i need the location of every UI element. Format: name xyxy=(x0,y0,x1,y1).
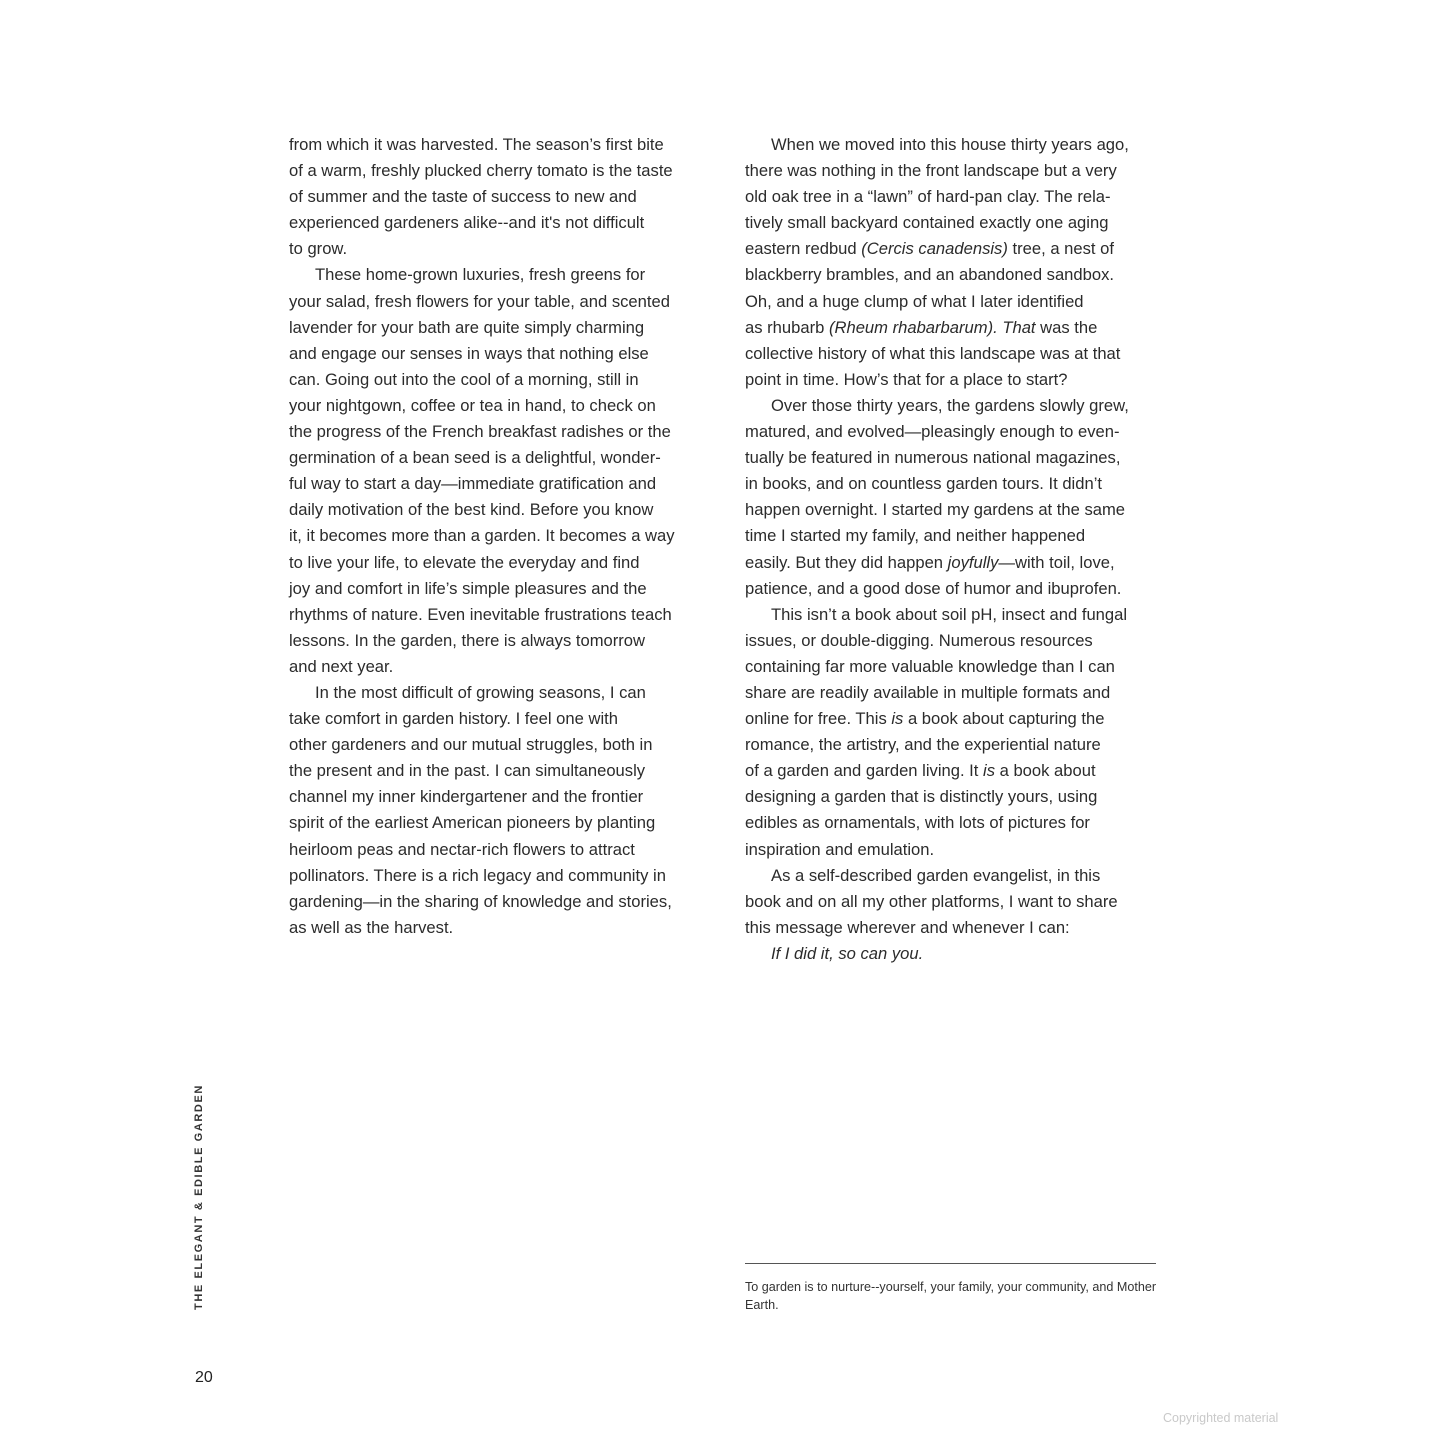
text-line-roman: These home-grown luxuries, fresh greens for xyxy=(315,265,646,285)
text-line xyxy=(289,784,704,810)
text-line-roman: share are readily available in multiple formats and xyxy=(745,682,1111,702)
text-line-roman: spirit of the earliest American pioneers by planting xyxy=(289,813,656,833)
text-line xyxy=(289,236,704,262)
text-line-italic: (Rheum rhabarbarum). That xyxy=(828,317,1036,337)
text-line-roman: online for free. This xyxy=(745,709,892,729)
text-line-roman: from which it was harvested. The season’s first bite xyxy=(289,135,664,154)
text-line xyxy=(289,523,704,549)
text-line xyxy=(745,367,1159,393)
text-line xyxy=(745,262,1159,288)
text-line xyxy=(745,236,1159,262)
text-line xyxy=(289,706,704,732)
copyright-watermark: Copyrighted material xyxy=(1163,1411,1279,1425)
text-line xyxy=(745,889,1159,915)
text-line-roman: collective history of what this landscape was at that xyxy=(745,343,1121,363)
text-line-roman: and next year. xyxy=(289,656,394,676)
text-line xyxy=(745,419,1159,445)
text-line-roman: as well as the harvest. xyxy=(289,917,454,937)
text-line-roman: In the most difficult of growing seasons, I can xyxy=(315,682,646,702)
text-line-italic: joyfully xyxy=(947,552,999,572)
text-line xyxy=(289,184,704,210)
text-line-roman: tually be featured in numerous national magazines, xyxy=(745,448,1121,468)
text-line-roman: it, it becomes more than a garden. It becomes a way xyxy=(289,526,675,546)
text-line-roman: of summer and the taste of success to new and xyxy=(289,187,637,207)
text-line-roman: gardening—in the sharing of knowledge and stories, xyxy=(289,891,672,911)
text-line-roman: Over those thirty years, the gardens slowly grew, xyxy=(771,395,1129,415)
text-line xyxy=(289,210,704,236)
text-line xyxy=(289,550,704,576)
text-line-roman: in books, and on countless garden tours. It didn’t xyxy=(745,474,1102,494)
text-line-after: —with toil, love, xyxy=(998,552,1115,572)
text-line-roman: eastern redbud xyxy=(745,239,862,259)
text-line-roman: old oak tree in a “lawn” of hard-pan clay. The rela- xyxy=(745,187,1111,207)
text-line xyxy=(745,132,1159,158)
text-line-italic: is xyxy=(983,761,995,781)
text-line-roman: joy and comfort in life’s simple pleasures and the xyxy=(289,578,647,598)
text-line xyxy=(745,341,1159,367)
text-line-roman: As a self-described garden evangelist, in this xyxy=(771,865,1101,885)
text-line-roman: take comfort in garden history. I feel one with xyxy=(289,709,618,729)
text-line-italic: is xyxy=(891,709,904,729)
text-line xyxy=(289,628,704,654)
text-line xyxy=(289,576,704,602)
text-line-after: a book about capturing the xyxy=(903,709,1105,729)
text-line-roman: daily motivation of the best kind. Before you know xyxy=(289,500,654,520)
text-line-roman: When we moved into this house thirty years ago, xyxy=(771,135,1129,154)
photo-caption: To garden is to nurture--yourself, your family, your community, and Mother Earth. xyxy=(745,1280,1157,1312)
caption-divider xyxy=(745,1263,1156,1264)
text-line xyxy=(745,941,1159,967)
text-line-after: a book about xyxy=(995,761,1096,781)
text-line-roman: as rhubarb xyxy=(745,317,829,337)
text-line-roman: germination of a bean seed is a delightful, wonder- xyxy=(289,448,661,468)
running-head: THE ELEGANT & EDIBLE GARDEN xyxy=(193,1084,205,1310)
text-line xyxy=(745,210,1159,236)
text-line xyxy=(289,810,704,836)
text-line-after: tree, a nest of xyxy=(1007,239,1114,259)
text-line xyxy=(289,732,704,758)
text-line xyxy=(745,863,1159,889)
text-line xyxy=(289,915,704,941)
text-line xyxy=(289,471,704,497)
text-line-roman: patience, and a good dose of humor and ibuprofen. xyxy=(745,578,1122,598)
text-line-roman: matured, and evolved—pleasingly enough to even- xyxy=(745,422,1120,442)
text-line-roman: issues, or double-digging. Numerous resources xyxy=(745,630,1093,650)
text-line xyxy=(745,732,1159,758)
right-text-column xyxy=(745,132,1159,967)
text-line-roman: ful way to start a day—immediate gratification and xyxy=(289,474,657,494)
text-line-italic: (Cercis canadensis) xyxy=(861,239,1008,259)
text-line xyxy=(745,576,1159,602)
text-line-roman: blackberry brambles, and an abandoned sandbox. xyxy=(745,265,1115,285)
text-line-roman: experienced gardeners alike--and it's not difficult xyxy=(289,213,645,233)
text-line-roman: designing a garden that is distinctly yours, using xyxy=(745,787,1098,807)
text-line-after: was the xyxy=(1035,317,1098,337)
text-line xyxy=(745,550,1159,576)
text-line-roman: of a warm, freshly plucked cherry tomato is the taste xyxy=(289,161,673,181)
text-line-roman: easily. But they did happen xyxy=(745,552,948,572)
text-line xyxy=(289,445,704,471)
text-line-roman: there was nothing in the front landscape but a very xyxy=(745,161,1117,181)
text-line-roman: of a garden and garden living. It xyxy=(745,761,984,781)
text-line xyxy=(289,393,704,419)
text-line xyxy=(289,758,704,784)
text-line xyxy=(745,445,1159,471)
text-line xyxy=(289,602,704,628)
text-line xyxy=(745,158,1159,184)
text-line xyxy=(289,315,704,341)
text-line xyxy=(745,184,1159,210)
text-line xyxy=(289,132,704,158)
text-line-roman: time I started my family, and neither happened xyxy=(745,526,1086,546)
left-text-column xyxy=(289,132,704,941)
text-line-roman: the progress of the French breakfast radishes or the xyxy=(289,422,671,442)
text-line xyxy=(745,497,1159,523)
text-line-roman: and engage our senses in ways that nothing else xyxy=(289,343,649,363)
text-line-roman: rhythms of nature. Even inevitable frustrations teach xyxy=(289,604,672,624)
text-line xyxy=(745,315,1159,341)
text-line-roman: containing far more valuable knowledge than I can xyxy=(745,656,1115,676)
text-line xyxy=(289,680,704,706)
text-line xyxy=(745,837,1159,863)
text-line xyxy=(289,497,704,523)
text-line-roman: happen overnight. I started my gardens at the same xyxy=(745,500,1126,520)
text-line-roman: book and on all my other platforms, I want to share xyxy=(745,891,1118,911)
text-line xyxy=(289,289,704,315)
text-line xyxy=(289,889,704,915)
text-line xyxy=(745,810,1159,836)
text-line xyxy=(745,628,1159,654)
text-line xyxy=(745,758,1159,784)
text-line-roman: lavender for your bath are quite simply charming xyxy=(289,317,645,337)
text-line-roman: channel my inner kindergartener and the frontier xyxy=(289,787,644,807)
text-line xyxy=(745,471,1159,497)
text-line-roman: can. Going out into the cool of a morning, still in xyxy=(289,369,639,389)
text-line-italic: If I did it, so can you. xyxy=(771,943,924,963)
text-line xyxy=(745,602,1159,628)
text-line-roman: romance, the artistry, and the experiential nature xyxy=(745,735,1101,755)
text-line-roman: your salad, fresh flowers for your table, and scented xyxy=(289,291,670,311)
text-line-roman: This isn’t a book about soil pH, insect and fungal xyxy=(771,604,1128,624)
text-line xyxy=(745,680,1159,706)
text-line xyxy=(289,367,704,393)
text-line-roman: the present and in the past. I can simultaneously xyxy=(289,761,646,781)
page-number: 20 xyxy=(195,1369,213,1386)
text-line-roman: edibles as ornamentals, with lots of pictures for xyxy=(745,813,1090,833)
text-line-roman: point in time. How’s that for a place to start? xyxy=(745,369,1068,389)
text-line xyxy=(745,706,1159,732)
text-line-roman: other gardeners and our mutual struggles, both in xyxy=(289,735,653,755)
text-line xyxy=(745,289,1159,315)
text-line xyxy=(745,784,1159,810)
text-line xyxy=(289,341,704,367)
text-line-roman: heirloom peas and nectar-rich flowers to attract xyxy=(289,839,635,859)
text-line-roman: your nightgown, coffee or tea in hand, to check on xyxy=(289,395,656,415)
text-line-roman: pollinators. There is a rich legacy and community in xyxy=(289,865,666,885)
text-line-roman: this message wherever and whenever I can: xyxy=(745,917,1070,937)
text-line xyxy=(289,837,704,863)
text-line xyxy=(745,523,1159,549)
text-line-roman: tively small backyard contained exactly one aging xyxy=(745,213,1109,233)
text-line-roman: Oh, and a huge clump of what I later identified xyxy=(745,291,1084,311)
text-line xyxy=(745,654,1159,680)
text-line xyxy=(289,863,704,889)
text-line-roman: lessons. In the garden, there is always tomorrow xyxy=(289,630,646,650)
text-line-roman: to live your life, to elevate the everyday and find xyxy=(289,552,640,572)
text-line xyxy=(289,419,704,445)
text-line xyxy=(745,915,1159,941)
text-line-roman: inspiration and emulation. xyxy=(745,839,935,859)
text-line xyxy=(289,262,704,288)
text-line xyxy=(289,158,704,184)
text-line xyxy=(745,393,1159,419)
text-line xyxy=(289,654,704,680)
text-line-roman: to grow. xyxy=(289,239,348,259)
